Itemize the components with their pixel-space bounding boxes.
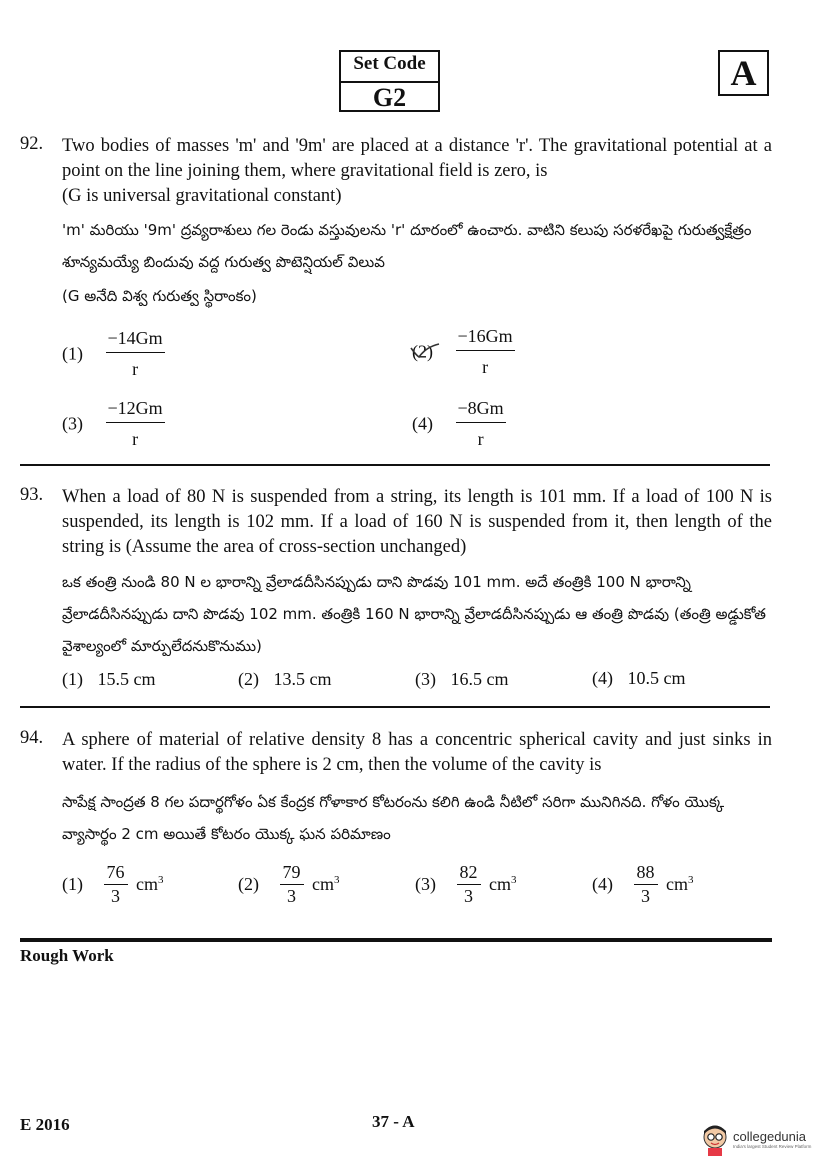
question-number: 92. [20, 134, 44, 154]
logo-tagline: India's largest Student Review Platform [733, 1144, 812, 1150]
option-fraction [104, 862, 128, 907]
unit-text: cm [666, 874, 688, 894]
fraction-numerator: 88 [634, 862, 658, 885]
option-fraction [456, 326, 515, 378]
option-4 [592, 862, 694, 907]
question-divider [20, 706, 770, 708]
option-label: (4) [412, 413, 433, 434]
fraction-denominator: 3 [287, 886, 296, 906]
fraction-denominator: r [132, 359, 139, 379]
option-fraction [634, 862, 658, 907]
set-code-label: Set Code [353, 53, 426, 74]
question-text-en: A sphere of material of relative density 8 has a concentric spherical cavity and just sinks in water. If the radius of the sphere is 2 cm, then the volume of the cavity is [62, 730, 772, 775]
question-divider [20, 464, 770, 466]
unit-text: cm [312, 874, 334, 894]
set-code-box [339, 50, 440, 112]
option-label: (3) [415, 874, 436, 894]
fraction-numerator: −16Gm [456, 326, 515, 351]
option-unit [489, 874, 517, 894]
fraction-denominator: 3 [111, 886, 120, 906]
option-label: (4) [592, 668, 613, 688]
option-label: (1) [62, 669, 83, 689]
booklet-letter: A [718, 50, 769, 96]
rough-work-label: Rough Work [20, 946, 114, 965]
option-label: (4) [592, 874, 613, 894]
rough-work-rule [20, 938, 772, 942]
fraction-numerator: −12Gm [106, 398, 165, 423]
logo-name: collegedunia [733, 1129, 807, 1145]
unit-text: cm [489, 874, 511, 894]
fraction-denominator: 3 [641, 886, 650, 906]
handwritten-tick-mark [408, 341, 442, 361]
option-value: 10.5 cm [627, 668, 686, 688]
option-label: (3) [415, 669, 436, 689]
option-label: (1) [62, 343, 83, 364]
fraction-numerator: −14Gm [106, 328, 165, 353]
option-label: (1) [62, 874, 83, 894]
option-3 [415, 669, 509, 690]
option-1 [62, 862, 164, 907]
option-2 [238, 862, 340, 907]
fraction-denominator: r [132, 429, 139, 449]
option-fraction [106, 398, 165, 450]
fraction-denominator: 3 [464, 886, 473, 906]
fraction-denominator: r [482, 357, 489, 377]
option-2 [238, 669, 332, 690]
question-number: 93. [20, 485, 44, 505]
option-unit [312, 874, 340, 894]
fraction-numerator: 82 [457, 862, 481, 885]
option-value: 13.5 cm [273, 669, 332, 689]
option-label: (2) [412, 341, 433, 362]
footer-page-number: 37 - A [372, 1112, 415, 1131]
option-1 [62, 328, 165, 380]
question-text-en: Two bodies of masses 'm' and '9m' are placed at a distance 'r'. The gravitational potential at a point on the line joining them, where gravitational field is zero, is [62, 136, 772, 181]
mascot-icon [700, 1123, 730, 1157]
question-number: 94. [20, 728, 44, 748]
option-4 [412, 398, 506, 450]
question-text-te: సాపేక్ష సాంద్రత 8 గల పదార్థగోళం ఏక కేంద్రక గోళాకార కోటరంను కలిగి ఉండి నీటిలో సరిగా మునిగినది. గోళం యొక్క వ్యాసార్థం 2 cm అయితే కోటరం యొక్క ఘన పరిమాణం [62, 793, 725, 843]
option-unit [136, 874, 164, 894]
option-fraction [456, 398, 506, 450]
collegedunia-logo [700, 1118, 822, 1162]
question-text-te: 'm' మరియు '9m' ద్రవ్యరాశులు గల రెండు వస్తువులను 'r' దూరంలో ఉంచారు. వాటిని కలుపు సరళరేఖపై గురుత్వక్షేత్రం శూన్యమయ్యే బిందువు వద్ద గురుత్వ పొటెన్షియల్ విలువ [62, 221, 752, 271]
option-fraction [280, 862, 304, 907]
fraction-numerator: 76 [104, 862, 128, 885]
option-unit [666, 874, 694, 894]
unit-exponent: 3 [334, 874, 340, 886]
question-text-te: ఒక తంత్రి నుండి 80 N ల భారాన్ని వ్రేలాడదీసినప్పుడు దాని పొడవు 101 mm. అదే తంత్రికి 100 N భారాన్ని వ్రేలాడదీసినప్పుడు దాని పొడవు 102 mm. తంత్రికి 160 N భారాన్ని వ్రేలాడదీసినప్పుడు ఆ తంత్రి పొడవు (తంత్రి అడ్డుకోత వైశాల్యంలో మార్పులేదనుకొనుము) [62, 573, 766, 655]
fraction-numerator: −8Gm [456, 398, 506, 423]
question-note-te: (G అనేది విశ్వ గురుత్వ స్థిరాంకం) [62, 287, 257, 305]
option-4 [592, 668, 686, 689]
option-label: (3) [62, 413, 83, 434]
option-label: (2) [238, 874, 259, 894]
option-value: 15.5 cm [97, 669, 156, 689]
question-text-en: When a load of 80 N is suspended from a string, its length is 101 mm. If a load of 100 N is suspended, its length is 102 mm. If a load of 160 N is suspended from it, then length of the string is (Assume the area of cross-section unchanged) [62, 487, 772, 557]
option-fraction [457, 862, 481, 907]
unit-text: cm [136, 874, 158, 894]
unit-exponent: 3 [511, 874, 517, 886]
option-3 [62, 398, 165, 450]
unit-exponent: 3 [158, 874, 164, 886]
question-note-en: (G is universal gravitational constant) [62, 186, 342, 206]
option-3 [415, 862, 517, 907]
unit-exponent: 3 [688, 874, 694, 886]
option-value: 16.5 cm [450, 669, 509, 689]
fraction-numerator: 79 [280, 862, 304, 885]
footer-exam-code: E 2016 [20, 1115, 70, 1134]
set-code-value: G2 [372, 83, 407, 112]
fraction-denominator: r [477, 429, 484, 449]
option-1 [62, 669, 156, 690]
option-label: (2) [238, 669, 259, 689]
option-fraction [106, 328, 165, 380]
